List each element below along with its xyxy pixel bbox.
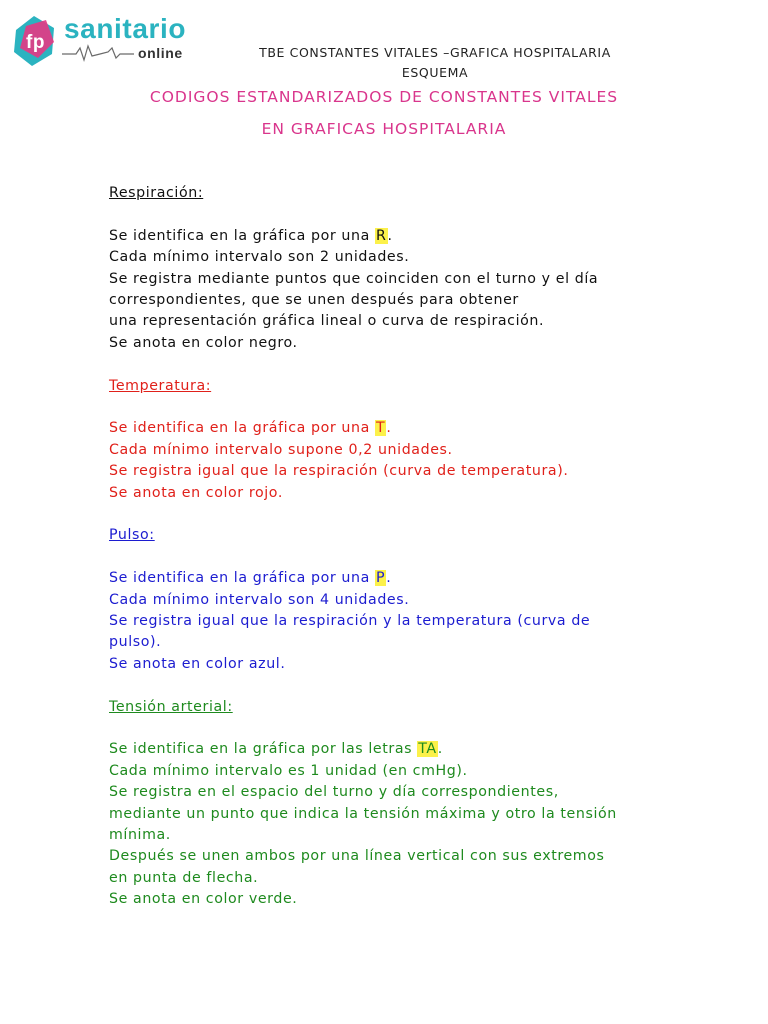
section-line: Cada mínimo intervalo son 2 unidades. [109, 249, 410, 266]
heartbeat-line-icon [62, 46, 134, 60]
page-title-line-1: CODIGOS ESTANDARIZADOS DE CONSTANTES VITALES [149, 88, 619, 106]
section-lead: Se identifica en la gráfica por una T. [109, 420, 392, 437]
section-line: Se registra mediante puntos que coinciden con el turno y el día [109, 270, 599, 287]
code-highlight: T [376, 420, 386, 437]
code-highlight: R [376, 227, 387, 244]
section-line: Cada mínimo intervalo son 4 unidades. [109, 591, 410, 608]
header-line-2: ESQUEMA [401, 65, 469, 80]
code-highlight: P [376, 570, 386, 587]
logo-fp-text: fp [26, 32, 46, 53]
code-highlight: TA [418, 741, 437, 758]
section-line: Se anota en color azul. [109, 655, 286, 672]
section-heading: Tensión arterial: [109, 698, 233, 715]
section-line: Después se unen ambos por una línea vertical con sus extremos [109, 848, 605, 865]
page-title-line-2: EN GRAFICAS HOSPITALARIA [261, 120, 507, 138]
document-body [109, 183, 669, 911]
section-line: Se anota en color verde. [109, 891, 298, 908]
section-line: pulso). [109, 634, 162, 651]
section-temperatura [109, 376, 669, 504]
section-line: mínima. [109, 827, 171, 844]
section-pulso [109, 525, 669, 675]
section-line: Se anota en color rojo. [109, 484, 283, 501]
section-lead: Se identifica en la gráfica por una P. [109, 570, 392, 587]
section-line: mediante un punto que indica la tensión máxima y otro la tensión [109, 805, 617, 822]
header-line-1: TBE CONSTANTES VITALES –GRAFICA HOSPITALARIA [259, 45, 611, 60]
section-line: Se anota en color negro. [109, 334, 298, 351]
document-header [215, 43, 655, 83]
section-line: Se registra en el espacio del turno y día correspondientes, [109, 784, 559, 801]
section-lead: Se identifica en la gráfica por las letras TA. [109, 741, 443, 758]
section-line: correspondientes, que se unen después para obtener [109, 292, 519, 309]
section-line: Se registra igual que la respiración y la temperatura (curva de [109, 613, 591, 630]
section-heading: Respiración: [109, 185, 204, 201]
section-heading: Temperatura: [109, 377, 212, 394]
fp-sanitario-online-logo [10, 8, 210, 70]
section-tension-arterial [109, 697, 669, 911]
section-line: Cada mínimo intervalo es 1 unidad (en cmHg). [109, 762, 468, 779]
section-lead: Se identifica en la gráfica por una R. [109, 227, 393, 244]
section-line: Se registra igual que la respiración (curva de temperatura). [109, 463, 569, 480]
section-line: en punta de flecha. [109, 869, 259, 886]
logo-sanitario-text: sanitario [64, 13, 187, 44]
logo-online-text: online [138, 45, 183, 61]
section-heading: Pulso: [109, 527, 155, 544]
section-respiracion [109, 183, 669, 354]
section-line: una representación gráfica lineal o curva de respiración. [109, 313, 545, 330]
section-line: Cada mínimo intervalo supone 0,2 unidades. [109, 441, 453, 458]
